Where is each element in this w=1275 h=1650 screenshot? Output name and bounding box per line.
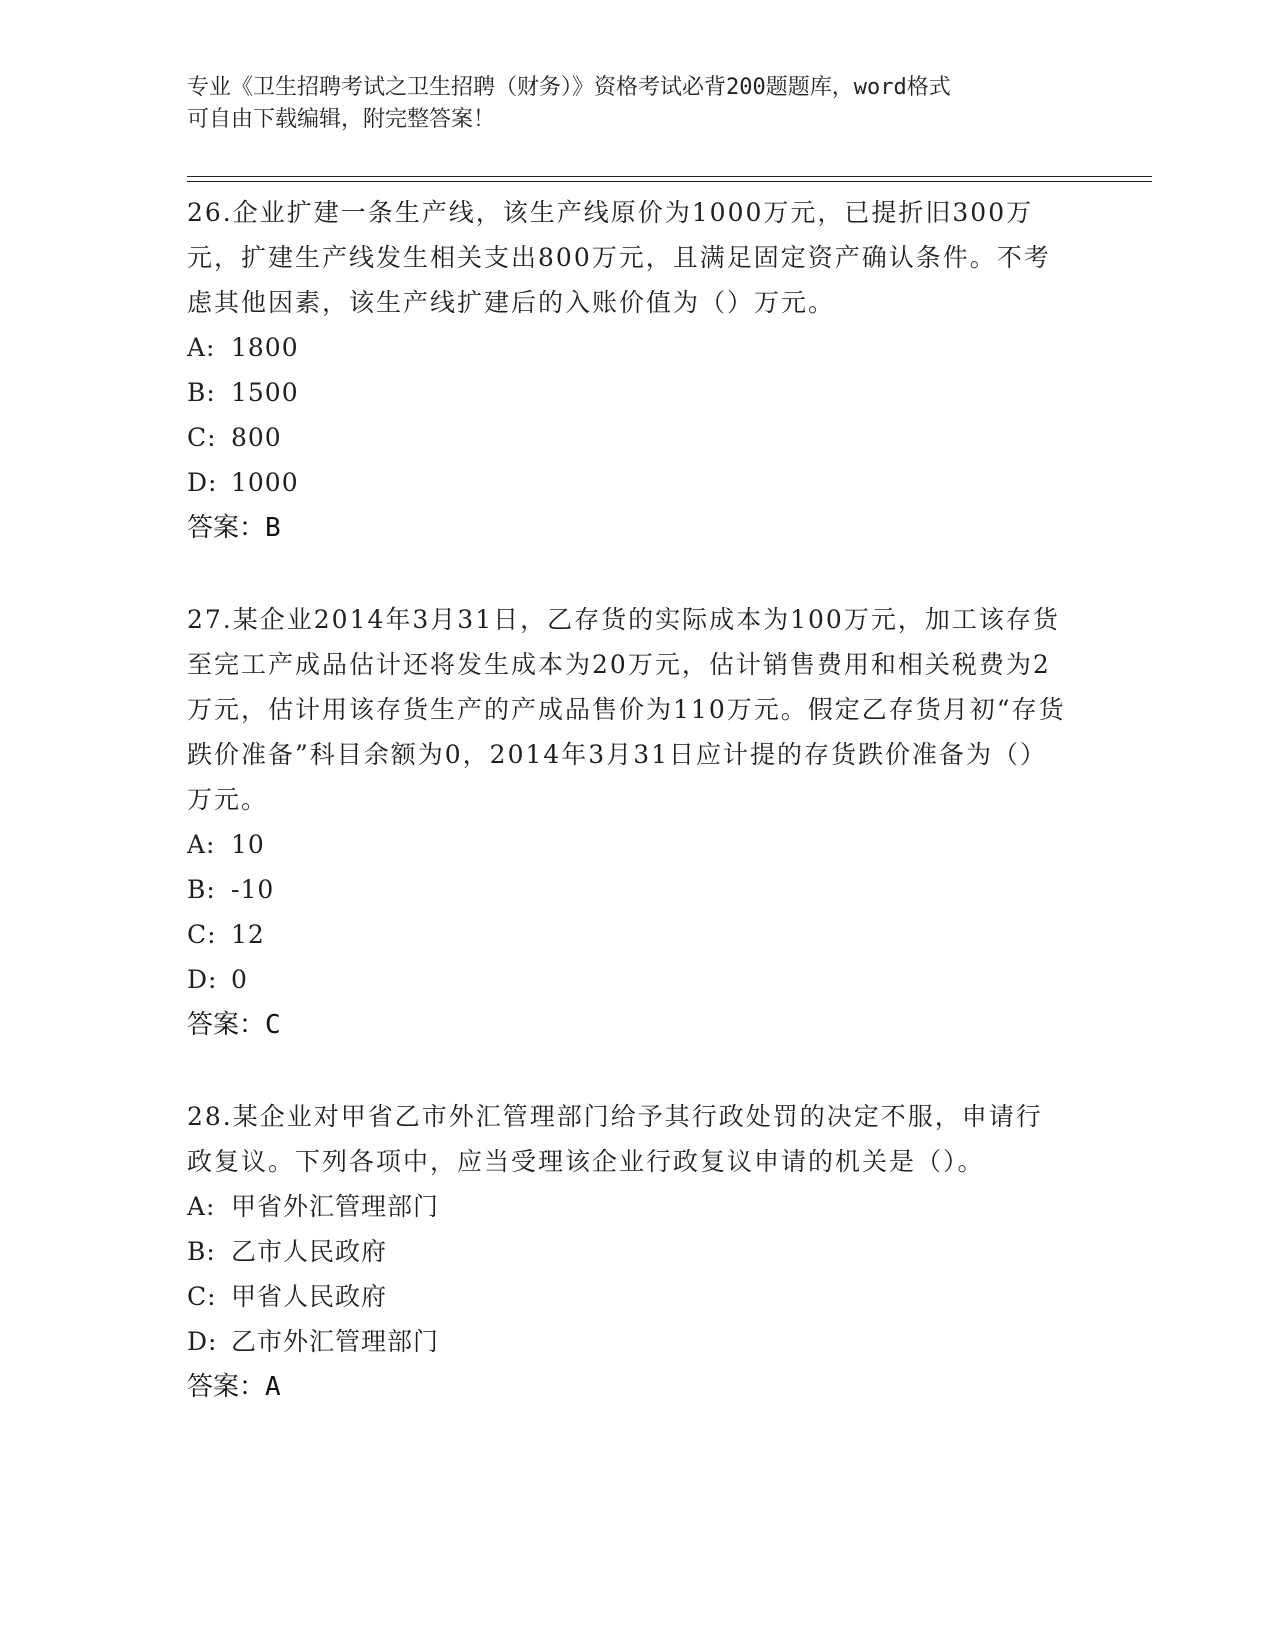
option-key: D:	[187, 468, 218, 497]
header-divider-bottom	[187, 181, 1152, 182]
option-value: -10	[231, 875, 275, 904]
option-d	[187, 1319, 1067, 1364]
answer-label: 答案：B	[187, 513, 281, 543]
question-text: 26.企业扩建一条生产线，该生产线原价为1000万元，已提折旧300万元，扩建生产线发生相关支出800万元，且满足固定资产确认条件。不考虑其他因素，该生产线扩建后的入账价值为（）万元。	[187, 198, 1051, 317]
option-value: 12	[231, 920, 265, 949]
answer-label: 答案：C	[187, 1010, 281, 1040]
option-value: 1000	[231, 468, 299, 497]
option-value: 10	[231, 830, 265, 859]
header-divider-top	[187, 176, 1152, 177]
question-text: 27.某企业2014年3月31日，乙存货的实际成本为100万元，加工该存货至完工产成品估计还将发生成本为20万元，估计销售费用和相关税费为2万元，估计用该存货生产的产成品售价为110万元。假定乙存货月初“存货跌价准备”科目余额为0，2014年3月31日应计提的存货跌价准备为（）万元。	[187, 605, 1066, 814]
question-28	[187, 1094, 1067, 1410]
option-key: B:	[187, 1237, 216, 1266]
option-value: 甲省人民政府	[231, 1282, 388, 1311]
header-line-1: 专业《卫生招聘考试之卫生招聘（财务）》资格考试必背200题题库，word格式	[187, 75, 951, 100]
option-c	[187, 1274, 1067, 1319]
option-d	[187, 460, 1067, 505]
option-value: 乙市人民政府	[231, 1237, 388, 1266]
option-a	[187, 822, 1067, 867]
option-key: B:	[187, 875, 216, 904]
document-header	[187, 72, 1067, 136]
option-value: 甲省外汇管理部门	[231, 1192, 440, 1221]
option-key: D:	[187, 965, 218, 994]
option-key: A:	[187, 333, 216, 362]
option-key: C:	[187, 423, 217, 452]
option-value: 0	[231, 965, 248, 994]
question-27	[187, 597, 1067, 1048]
option-value: 1500	[231, 378, 299, 407]
option-b	[187, 867, 1067, 912]
option-a	[187, 325, 1067, 370]
option-key: C:	[187, 920, 217, 949]
option-key: C:	[187, 1282, 217, 1311]
option-d	[187, 957, 1067, 1002]
option-c	[187, 912, 1067, 957]
answer-label: 答案：A	[187, 1372, 281, 1402]
option-b	[187, 1229, 1067, 1274]
option-key: A:	[187, 830, 216, 859]
question-26	[187, 190, 1067, 551]
option-a	[187, 1184, 1067, 1229]
option-c	[187, 415, 1067, 460]
question-text: 28.某企业对甲省乙市外汇管理部门给予其行政处罚的决定不服，申请行政复议。下列各项中，应当受理该企业行政复议申请的机关是（）。	[187, 1102, 1043, 1176]
option-key: A:	[187, 1192, 216, 1221]
option-value: 乙市外汇管理部门	[231, 1327, 440, 1356]
option-value: 1800	[231, 333, 299, 362]
header-line-2: 可自由下载编辑，附完整答案！	[187, 107, 496, 132]
option-key: D:	[187, 1327, 218, 1356]
option-value: 800	[231, 423, 282, 452]
option-key: B:	[187, 378, 216, 407]
option-b	[187, 370, 1067, 415]
